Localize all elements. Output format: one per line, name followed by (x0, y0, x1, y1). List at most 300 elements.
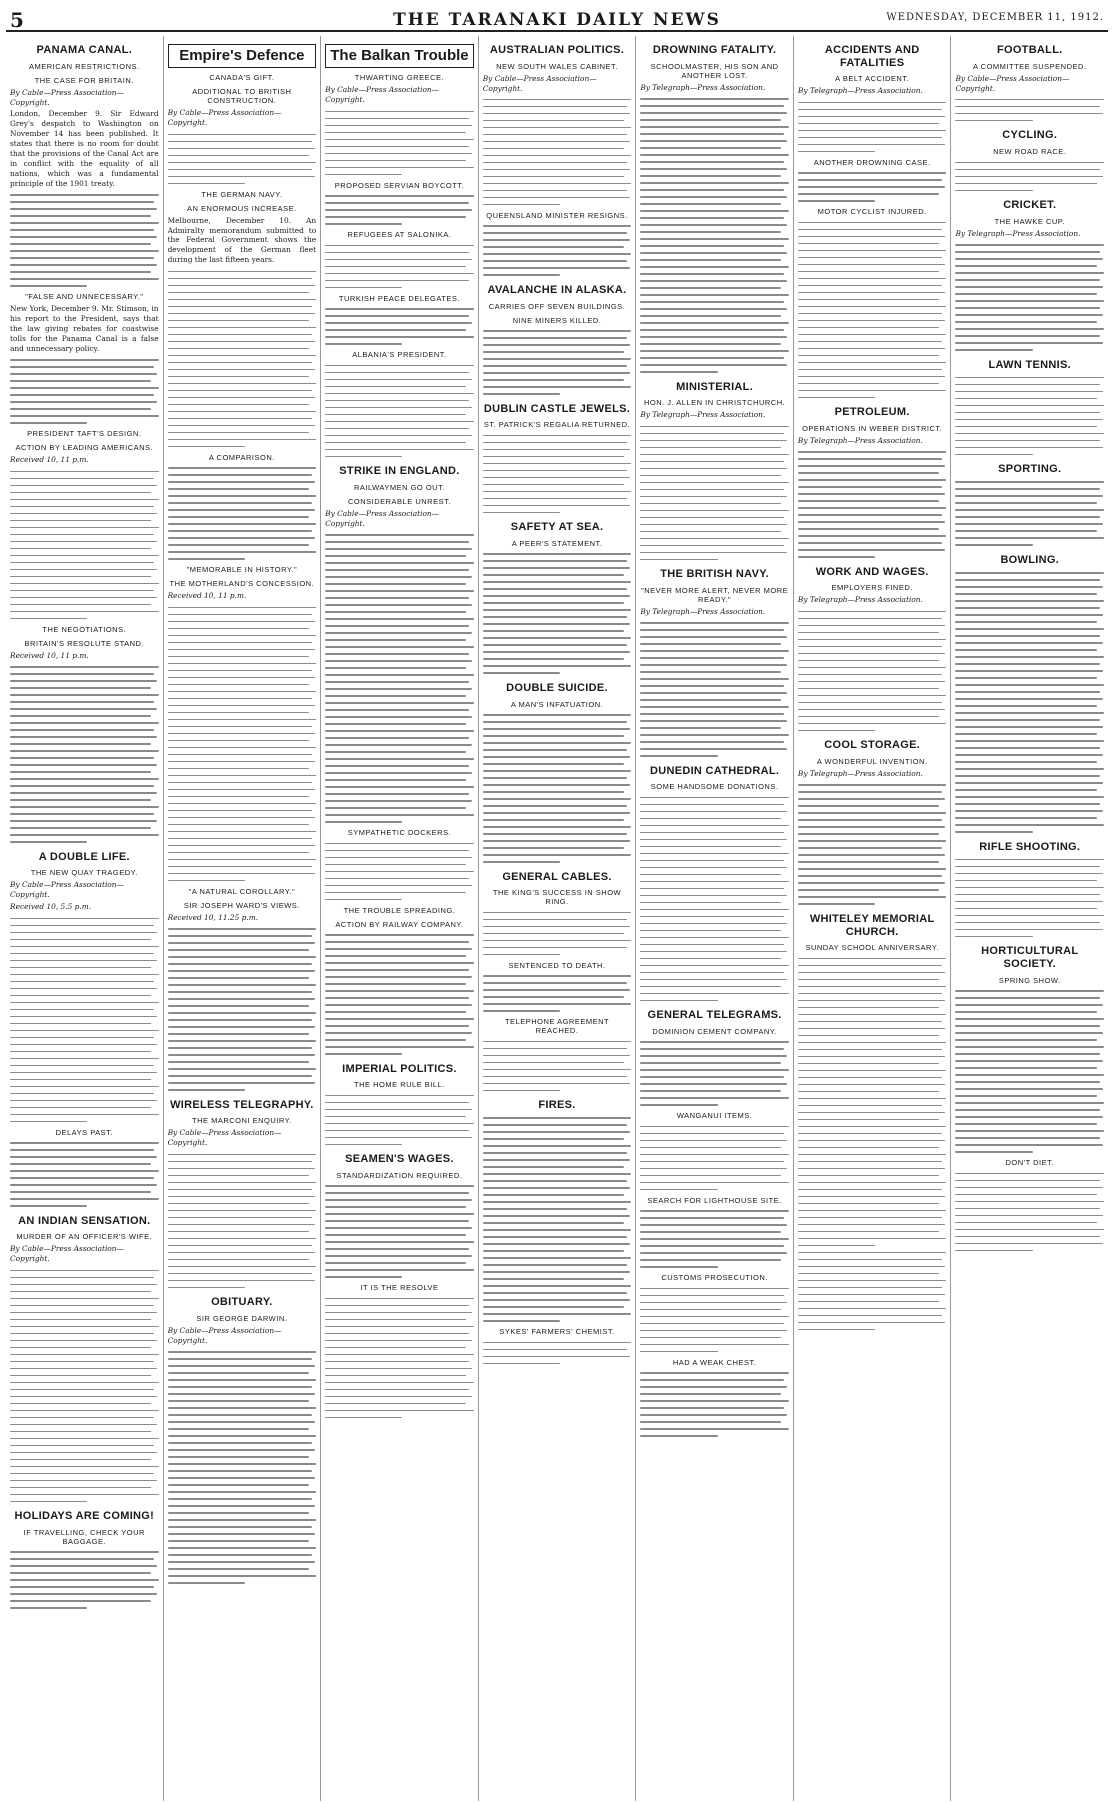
text-line (168, 355, 317, 357)
text-line (325, 737, 469, 739)
text-line (640, 1259, 781, 1261)
text-line (168, 880, 245, 882)
article-subheading: PROPOSED SERVIAN BOYCOTT. (334, 180, 465, 190)
text-line (955, 1144, 1102, 1146)
text-line (325, 216, 466, 218)
article-subheading: SYKES' FARMERS' CHEMIST. (499, 1327, 615, 1337)
article-dateline: By Telegraph—Press Association. (797, 595, 923, 605)
article-body-text (325, 308, 474, 345)
text-line (10, 694, 159, 696)
text-line (483, 1356, 630, 1358)
text-line (325, 1269, 474, 1271)
text-line (640, 1252, 787, 1254)
text-line (168, 1252, 315, 1254)
text-line (10, 1382, 159, 1384)
article-body-text (798, 611, 947, 732)
text-line (10, 1494, 159, 1496)
text-line (955, 530, 1096, 532)
article-subheading: "NEVER MORE ALERT, NEVER MORE READY." (641, 585, 789, 604)
text-line (168, 1231, 309, 1233)
text-line (798, 486, 942, 488)
text-line (325, 280, 469, 282)
text-line (10, 215, 151, 217)
text-line (10, 222, 159, 224)
text-line (640, 524, 787, 526)
text-line (955, 1032, 1102, 1034)
text-line (955, 509, 1104, 511)
text-line (168, 446, 245, 448)
text-line (955, 272, 1104, 274)
text-line (483, 204, 560, 206)
text-line (798, 186, 945, 188)
text-line (325, 597, 469, 599)
article-subheading: THE MOTHERLAND'S CONCESSION. (169, 579, 315, 589)
article-headline: DUBLIN CASTLE JEWELS. (483, 402, 631, 415)
text-line (640, 902, 781, 904)
article-body-text (798, 784, 947, 905)
text-line (955, 377, 1104, 379)
text-line (10, 680, 157, 682)
text-line (168, 775, 317, 777)
text-line (483, 1124, 627, 1126)
text-line (483, 926, 630, 928)
article-headline: A DOUBLE LIFE. (38, 850, 130, 863)
text-line (483, 1069, 632, 1071)
article-body-text (955, 244, 1104, 351)
text-line (798, 1098, 947, 1100)
text-line (483, 1215, 630, 1217)
text-line (483, 260, 627, 262)
article-body-text (10, 1270, 159, 1503)
text-line (955, 1116, 1102, 1118)
text-line (10, 1375, 151, 1377)
text-line (325, 118, 469, 120)
text-line (640, 364, 787, 366)
text-line (325, 1375, 466, 1377)
article-subheading: AMERICAN RESTRICTIONS. (28, 61, 140, 71)
text-line (483, 595, 630, 597)
text-line (640, 280, 787, 282)
text-line (168, 1273, 312, 1275)
article-subheading: CONSIDERABLE UNREST. (347, 496, 451, 506)
text-line (168, 1012, 317, 1014)
text-line (955, 349, 1032, 351)
text-line (955, 190, 1032, 192)
article-headline: GENERAL CABLES. (502, 870, 612, 883)
text-line (483, 1349, 627, 1351)
article-headline: WORK AND WAGES. (815, 565, 929, 578)
text-line (640, 231, 781, 233)
text-line (325, 372, 469, 374)
article-body-text (168, 928, 317, 1091)
text-line (640, 846, 781, 848)
text-line (325, 1109, 472, 1111)
text-line (955, 162, 1104, 164)
text-line (640, 531, 781, 533)
text-line (955, 768, 1104, 770)
text-line (640, 916, 784, 918)
text-line (640, 1316, 789, 1318)
text-line (955, 1074, 1104, 1076)
text-line (640, 1224, 787, 1226)
text-line (10, 366, 154, 368)
text-line (640, 671, 781, 673)
text-line (10, 736, 157, 738)
text-line (168, 1386, 312, 1388)
text-line (483, 106, 627, 108)
text-line (483, 742, 632, 744)
text-line (955, 502, 1096, 504)
text-line (168, 551, 317, 553)
text-line (798, 653, 945, 655)
article-subheading: TURKISH PEACE DELEGATES. (338, 293, 460, 303)
text-line (798, 236, 945, 238)
article-dateline: By Cable—Press Association—Copyright. (325, 85, 440, 105)
article-subheading: THE MARCONI ENQUIRY. (191, 1116, 292, 1126)
article-paragraph: London, December 9. Sir Edward Grey's despatch to Washington on November 14 has been published. It states that there is no room for doubt that the provisions of the Canal Act are in conflict with the equality of all nations, which was a fundamental principle of the 1901 treaty. (10, 109, 159, 188)
text-line (483, 1292, 627, 1294)
text-line (168, 271, 317, 273)
article-subheading: IT IS THE RESOLVE (360, 1283, 439, 1293)
article-body-text (798, 1252, 947, 1331)
text-line (483, 588, 627, 590)
text-line (325, 934, 474, 936)
article-subheading: ST. PATRICK'S REGALIA RETURNED. (483, 420, 631, 430)
text-line (10, 1009, 154, 1011)
text-line (798, 972, 945, 974)
text-line (798, 702, 942, 704)
text-line (955, 614, 1102, 616)
text-line (168, 292, 309, 294)
text-line (10, 1579, 159, 1581)
text-line (798, 109, 942, 111)
text-line (10, 1445, 154, 1447)
text-line (325, 814, 474, 816)
text-line (955, 740, 1104, 742)
text-line (168, 1484, 309, 1486)
text-line (168, 397, 315, 399)
text-line (10, 806, 159, 808)
text-line (955, 523, 1102, 525)
text-line (168, 1540, 309, 1542)
text-line (483, 933, 624, 935)
text-line (168, 614, 312, 616)
text-line (168, 970, 315, 972)
text-line (798, 1315, 942, 1317)
text-line (640, 1421, 781, 1423)
text-line (483, 623, 630, 625)
text-line (325, 758, 474, 760)
text-line (640, 825, 789, 827)
text-line (640, 336, 787, 338)
text-line (955, 1011, 1096, 1013)
text-line (168, 1505, 315, 1507)
text-line (325, 336, 474, 338)
text-line (640, 301, 784, 303)
text-line (798, 451, 947, 453)
text-line (640, 853, 789, 855)
text-line (798, 292, 945, 294)
text-line (955, 176, 1102, 178)
text-line (798, 1154, 947, 1156)
text-line (955, 684, 1104, 686)
text-line (483, 253, 632, 255)
text-line (325, 1298, 474, 1300)
article-dateline: By Telegraph—Press Association. (797, 86, 923, 96)
text-line (325, 1255, 472, 1257)
text-line (798, 472, 939, 474)
text-line (798, 896, 947, 898)
text-line (640, 357, 784, 359)
article-body-text (325, 245, 474, 289)
article-body-text (640, 1372, 789, 1437)
text-line (483, 1003, 632, 1005)
text-line (955, 1102, 1104, 1104)
text-line (640, 489, 784, 491)
text-line (168, 1463, 317, 1465)
text-line (640, 986, 781, 988)
text-line (10, 257, 154, 259)
text-line (10, 1558, 154, 1560)
text-line (325, 1333, 469, 1335)
article-subheading: MOTOR CYCLIST INJURED. (817, 207, 927, 217)
text-line (168, 607, 317, 609)
text-line (640, 1126, 789, 1128)
text-line (325, 386, 466, 388)
article-body-text (10, 194, 159, 287)
article-headline: DOUBLE SUICIDE. (506, 681, 608, 694)
text-line (10, 485, 157, 487)
text-line (325, 329, 466, 331)
text-line (10, 750, 159, 752)
article-subheading: ACTION BY RAILWAY COMPANY. (335, 919, 464, 929)
text-line (325, 1227, 472, 1229)
text-line (168, 1435, 317, 1437)
article-dateline: Received 10, 5.5 p.m. (10, 902, 92, 912)
text-line (10, 1565, 157, 1567)
text-line (798, 257, 942, 259)
text-line (168, 1575, 317, 1577)
text-line (10, 1361, 154, 1363)
text-line (10, 813, 154, 815)
text-line (640, 1217, 784, 1219)
text-line (640, 1076, 784, 1078)
text-line (483, 982, 627, 984)
text-line (483, 190, 627, 192)
text-line (325, 442, 466, 444)
text-line (955, 1018, 1104, 1020)
text-line (10, 764, 157, 766)
text-line (10, 673, 154, 675)
text-line (10, 1291, 151, 1293)
text-line (483, 819, 624, 821)
text-line (325, 322, 472, 324)
article-body-text (955, 99, 1104, 122)
text-line (640, 930, 781, 932)
text-line (798, 1266, 945, 1268)
text-line (168, 481, 315, 483)
article-body-text (10, 666, 159, 843)
text-line (955, 1187, 1102, 1189)
text-line (483, 1010, 560, 1012)
text-line (955, 1137, 1099, 1139)
text-line (483, 940, 632, 942)
text-line (798, 1007, 939, 1009)
text-line (10, 687, 151, 689)
article-subheading: THE GERMAN NAVY. (201, 189, 283, 199)
text-line (483, 777, 627, 779)
text-line (955, 747, 1099, 749)
text-line (325, 962, 474, 964)
text-line (483, 826, 632, 828)
text-line (325, 421, 474, 423)
text-line (483, 1166, 624, 1168)
text-line (955, 1060, 1102, 1062)
text-line (955, 106, 1099, 108)
text-line (168, 1259, 309, 1261)
article-headline: WIRELESS TELEGRAPHY. (170, 1098, 314, 1111)
article-subheading: NEW ROAD RACE. (993, 147, 1067, 157)
text-line (798, 1063, 939, 1065)
text-line (798, 833, 939, 835)
text-line (798, 465, 945, 467)
text-line (955, 894, 1099, 896)
text-line (168, 1189, 312, 1191)
text-line (168, 1210, 317, 1212)
text-line (640, 1048, 784, 1050)
text-line (955, 516, 1099, 518)
article-dateline: By Cable—Press Association—Copyright. (325, 508, 440, 528)
text-line (325, 287, 402, 289)
article-body-text (483, 225, 632, 276)
article-subheading: SEARCH FOR LIGHTHOUSE SITE. (647, 1195, 782, 1205)
text-line (10, 1473, 154, 1475)
article-body-text (640, 1210, 789, 1268)
text-line (325, 730, 474, 732)
text-line (640, 266, 789, 268)
text-line (483, 358, 632, 360)
text-line (798, 542, 942, 544)
article-paragraph: New York, December 9. Mr. Stimson, in his report to the President, says that the law giving rebates for coastwise tolls for the Panama Canal is a false and unnecessary policy. (10, 304, 159, 354)
text-line (10, 250, 159, 252)
text-line (10, 380, 151, 382)
text-line (640, 657, 784, 659)
text-line (798, 1035, 939, 1037)
text-line (10, 1354, 159, 1356)
text-line (798, 1091, 939, 1093)
text-line (483, 183, 632, 185)
text-line (168, 942, 315, 944)
text-line (168, 327, 317, 329)
text-line (483, 861, 560, 863)
text-line (325, 400, 469, 402)
text-line (483, 840, 630, 842)
text-line (325, 111, 474, 113)
article-headline: AUSTRALIAN POLITICS. (489, 44, 625, 56)
text-line (10, 1191, 151, 1193)
text-line (955, 824, 1104, 826)
text-line (955, 251, 1099, 253)
text-line (955, 544, 1032, 546)
text-line (955, 880, 1096, 882)
text-line (168, 956, 317, 958)
text-line (640, 1414, 787, 1416)
article-subheading: SYMPATHETIC DOCKERS. (347, 828, 452, 838)
text-line (325, 1326, 474, 1328)
text-line (10, 988, 157, 990)
article-headline: ACCIDENTS AND FATALITIES (824, 44, 920, 69)
text-line (955, 412, 1099, 414)
text-line (955, 293, 1096, 295)
text-line (483, 912, 632, 914)
text-line (325, 273, 474, 275)
text-line (483, 665, 632, 667)
text-line (483, 560, 627, 562)
article-subheading: ADDITIONAL TO BRITISH CONSTRUCTION. (192, 87, 292, 106)
text-line (10, 1065, 154, 1067)
text-line (10, 1114, 159, 1116)
text-line (10, 401, 157, 403)
text-line (483, 996, 624, 998)
text-line (168, 148, 315, 150)
text-line (798, 1280, 947, 1282)
text-line (325, 864, 466, 866)
article-body-text (640, 98, 789, 373)
text-line (325, 681, 469, 683)
text-line (483, 714, 632, 716)
text-line (483, 267, 630, 269)
text-line (483, 274, 560, 276)
text-line (640, 706, 789, 708)
column-2 (164, 36, 322, 1801)
article-subheading: AN ENORMOUS INCREASE. (187, 203, 297, 213)
text-line (10, 1312, 157, 1314)
text-line (955, 803, 1099, 805)
text-line (955, 642, 1102, 644)
text-line (483, 609, 632, 611)
text-line (640, 217, 784, 219)
text-line (10, 1100, 157, 1102)
text-line (10, 590, 154, 592)
article-subheading: RAILWAYMEN GO OUT. (353, 482, 445, 492)
columns (6, 36, 1108, 1801)
article-body-text (10, 1551, 159, 1609)
text-line (640, 713, 784, 715)
text-line (798, 826, 945, 828)
newspaper-title: THE TARANAKI DAILY NEWS (393, 10, 721, 30)
text-line (955, 1088, 1102, 1090)
text-line (955, 1025, 1099, 1027)
text-line (798, 646, 942, 648)
text-line (325, 132, 466, 134)
text-line (10, 701, 154, 703)
text-line (10, 708, 157, 710)
text-line (10, 236, 157, 238)
text-line (10, 1417, 154, 1419)
text-line (10, 771, 151, 773)
text-line (640, 1189, 717, 1191)
text-line (798, 355, 939, 357)
text-line (325, 1276, 402, 1278)
text-line (10, 534, 154, 536)
text-line (10, 1284, 157, 1286)
text-line (798, 1042, 947, 1044)
text-line (10, 201, 154, 203)
text-line (483, 491, 632, 493)
text-line (798, 1203, 939, 1205)
text-line (325, 1241, 474, 1243)
article-subheading: QUEENSLAND MINISTER RESIGNS. (486, 210, 628, 220)
